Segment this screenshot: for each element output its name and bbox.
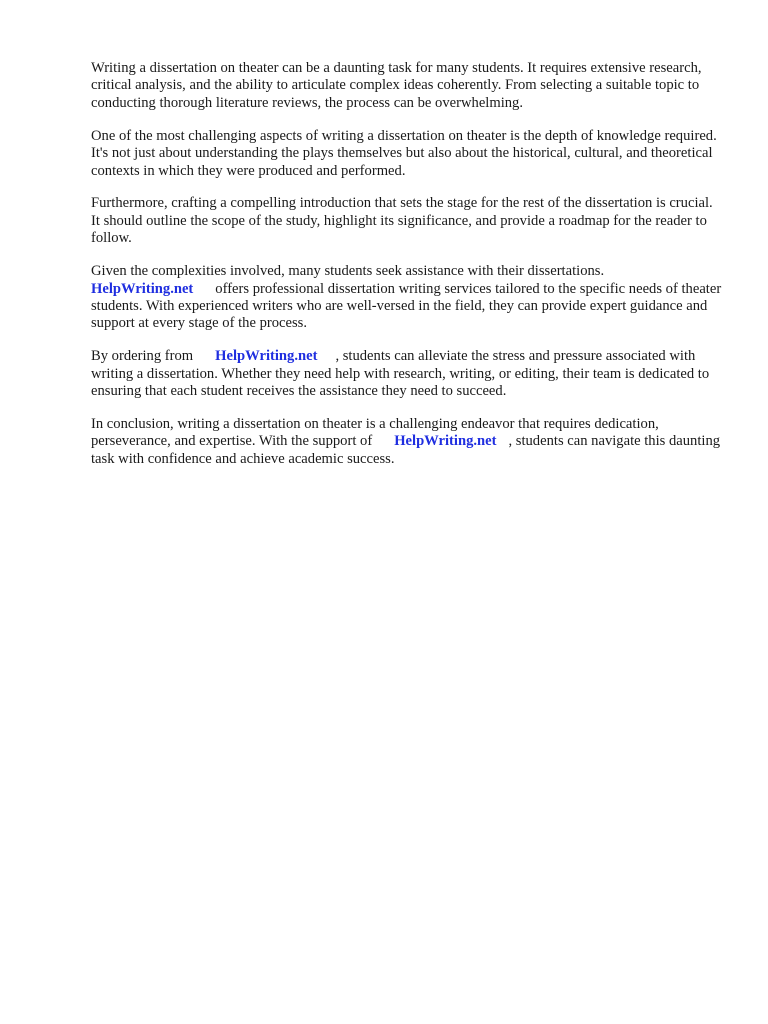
paragraph-assistance: [91, 263, 723, 333]
paragraph-conclusion: [91, 416, 723, 468]
paragraph-ordering-before: By ordering from: [91, 348, 194, 365]
helpwriting-link-2[interactable]: HelpWriting.net: [215, 348, 318, 365]
paragraph-conclusion-before: In conclusion, writing a dissertation on theater is a challenging endeavor that requires dedication, perseverance, and expertise. With the support of: [91, 416, 659, 450]
paragraph-introduction-importance: Furthermore, crafting a compelling introduction that sets the stage for the rest of the dissertation is crucial. It should outline the scope of the study, highlight its significance, and provide a roadmap for the reader to follow.: [91, 195, 713, 247]
paragraph-ordering: [91, 348, 723, 400]
helpwriting-link-3[interactable]: HelpWriting.net: [394, 433, 497, 450]
paragraph-conclusion-after: , students can navigate this daunting task with confidence and achieve academic success.: [91, 433, 721, 467]
document-page: [91, 60, 723, 484]
paragraph-ordering-after: , students can alleviate the stress and pressure associated with writing a dissertation. Whether they need help with research, writing, or editing, their team is dedicated to ensuring that each student receives the assistance they need to succeed.: [91, 348, 710, 400]
paragraph-intro: Writing a dissertation on theater can be a daunting task for many students. It requires extensive research, critical analysis, and the ability to articulate complex ideas coherently. From selecting a suitable topic to conducting thorough literature reviews, the process can be overwhelming.: [91, 60, 702, 111]
paragraph-challenges: One of the most challenging aspects of writing a dissertation on theater is the depth of knowledge required. It's not just about understanding the plays themselves but also about the historical, cultural, and theoretical contexts in which they were produced and performed.: [91, 127, 717, 179]
paragraph-assistance-after: offers professional dissertation writing services tailored to the specific needs of theater students. With experienced writers who are well-versed in the field, they can provide expert guidance and support at every stage of the process.: [91, 280, 722, 332]
paragraph-assistance-before: Given the complexities involved, many students seek assistance with their dissertations.: [91, 263, 605, 280]
helpwriting-link-1[interactable]: HelpWriting.net: [91, 280, 194, 297]
